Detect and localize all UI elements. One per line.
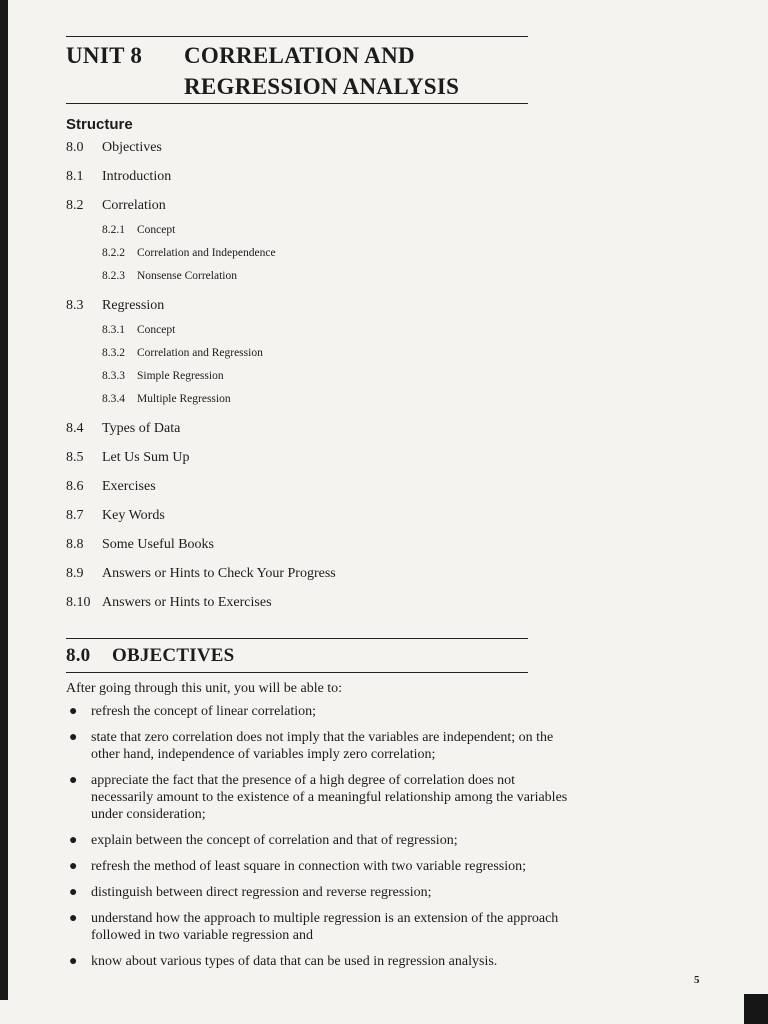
section-title: OBJECTIVES — [112, 645, 235, 666]
list-item — [66, 910, 576, 944]
bullet-icon: ● — [69, 833, 78, 848]
toc-sublabel: Correlation and Regression — [137, 347, 263, 359]
toc-item — [66, 168, 528, 185]
book-binding-edge — [0, 0, 8, 1000]
toc-subnumber: 8.3.1 — [102, 324, 125, 336]
toc-sublabel: Simple Regression — [137, 370, 224, 382]
toc-subitem — [66, 368, 528, 385]
toc-subnumber: 8.2.1 — [102, 224, 125, 236]
objectives-intro: After going through this unit, you will be able to: — [66, 681, 343, 696]
toc-subitem — [66, 245, 528, 262]
list-item-text: understand how the approach to multiple regression is an extension of the approach followed in two variable regression and — [91, 911, 559, 943]
list-item-text: appreciate the fact that the presence of a high degree of correlation does not necessarily amount to the existence of a meaningful relationship among the variables under consideration; — [91, 773, 568, 822]
toc-item — [66, 449, 528, 466]
toc-item — [66, 297, 528, 314]
toc-item — [66, 507, 528, 524]
toc-subitem — [66, 391, 528, 408]
toc-number: 8.9 — [66, 566, 84, 581]
objectives-heading — [66, 645, 528, 667]
toc-item — [66, 197, 528, 214]
toc-subitem — [66, 345, 528, 362]
toc-subitem — [66, 322, 528, 339]
list-item — [66, 858, 576, 875]
toc-number: 8.7 — [66, 508, 84, 523]
objectives-list — [66, 703, 576, 970]
toc-sublabel: Concept — [137, 324, 176, 336]
unit-title-line-1: CORRELATION AND — [184, 43, 415, 68]
bullet-icon: ● — [69, 911, 78, 926]
bullet-icon: ● — [69, 704, 78, 719]
list-item-text: explain between the concept of correlation and that of regression; — [91, 833, 458, 848]
toc-item — [66, 565, 528, 582]
table-of-contents — [66, 139, 528, 611]
toc-subitem — [66, 268, 528, 285]
toc-label: Correlation — [102, 198, 166, 213]
scan-corner-mark — [744, 994, 768, 1024]
toc-label: Exercises — [102, 479, 156, 494]
toc-label: Introduction — [102, 169, 172, 184]
toc-subnumber: 8.3.2 — [102, 347, 125, 359]
toc-sublabel: Multiple Regression — [137, 393, 231, 405]
toc-item — [66, 594, 528, 611]
section-number: 8.0 — [66, 645, 91, 666]
toc-label: Let Us Sum Up — [102, 450, 190, 465]
toc-label: Answers or Hints to Exercises — [102, 595, 272, 610]
unit-title-line-2: REGRESSION ANALYSIS — [184, 74, 460, 99]
page-content — [66, 36, 528, 611]
list-item — [66, 703, 576, 720]
toc-item — [66, 478, 528, 495]
toc-number: 8.10 — [66, 595, 91, 610]
bullet-icon: ● — [69, 954, 78, 969]
list-item-text: state that zero correlation does not imply that the variables are independent; on the other hand, independence of variables imply zero correlation; — [91, 730, 554, 762]
unit-label: UNIT 8 — [66, 43, 143, 68]
toc-label: Some Useful Books — [102, 537, 214, 552]
objectives-bottom-rule — [66, 672, 528, 673]
bullet-icon: ● — [69, 773, 78, 788]
title-bottom-rule — [66, 103, 528, 104]
toc-number: 8.4 — [66, 421, 84, 436]
toc-sublabel: Concept — [137, 224, 176, 236]
toc-subnumber: 8.2.2 — [102, 247, 125, 259]
toc-number: 8.5 — [66, 450, 84, 465]
toc-subitem — [66, 222, 528, 239]
page-number: 5 — [694, 974, 700, 986]
toc-label: Types of Data — [102, 421, 181, 436]
toc-number: 8.8 — [66, 537, 84, 552]
toc-subnumber: 8.2.3 — [102, 270, 125, 282]
list-item-text: refresh the concept of linear correlation; — [91, 704, 317, 719]
list-item-text: distinguish between direct regression and reverse regression; — [91, 885, 432, 900]
list-item-text: know about various types of data that can be used in regression analysis. — [91, 954, 498, 969]
bullet-icon: ● — [69, 859, 78, 874]
toc-subnumber: 8.3.3 — [102, 370, 125, 382]
list-item — [66, 729, 576, 763]
objectives-top-rule — [66, 638, 528, 639]
unit-title-block — [66, 43, 528, 103]
toc-number: 8.6 — [66, 479, 84, 494]
toc-subnumber: 8.3.4 — [102, 393, 125, 405]
toc-item — [66, 536, 528, 553]
toc-sublabel: Correlation and Independence — [137, 247, 276, 259]
list-item — [66, 884, 576, 901]
toc-label: Objectives — [102, 140, 162, 155]
list-item-text: refresh the method of least square in connection with two variable regression; — [91, 859, 527, 874]
toc-number: 8.3 — [66, 298, 84, 313]
toc-sublabel: Nonsense Correlation — [137, 270, 237, 282]
list-item — [66, 832, 576, 849]
toc-number: 8.1 — [66, 169, 84, 184]
bullet-icon: ● — [69, 885, 78, 900]
toc-label: Key Words — [102, 508, 165, 523]
toc-item — [66, 139, 528, 156]
toc-label: Answers or Hints to Check Your Progress — [102, 566, 336, 581]
toc-number: 8.0 — [66, 140, 84, 155]
toc-number: 8.2 — [66, 198, 84, 213]
structure-heading: Structure — [66, 116, 133, 133]
objectives-section — [66, 638, 568, 979]
top-rule — [66, 36, 528, 37]
toc-label: Regression — [102, 298, 165, 313]
bullet-icon: ● — [69, 730, 78, 745]
toc-item — [66, 420, 528, 437]
list-item — [66, 953, 576, 970]
list-item — [66, 772, 576, 823]
